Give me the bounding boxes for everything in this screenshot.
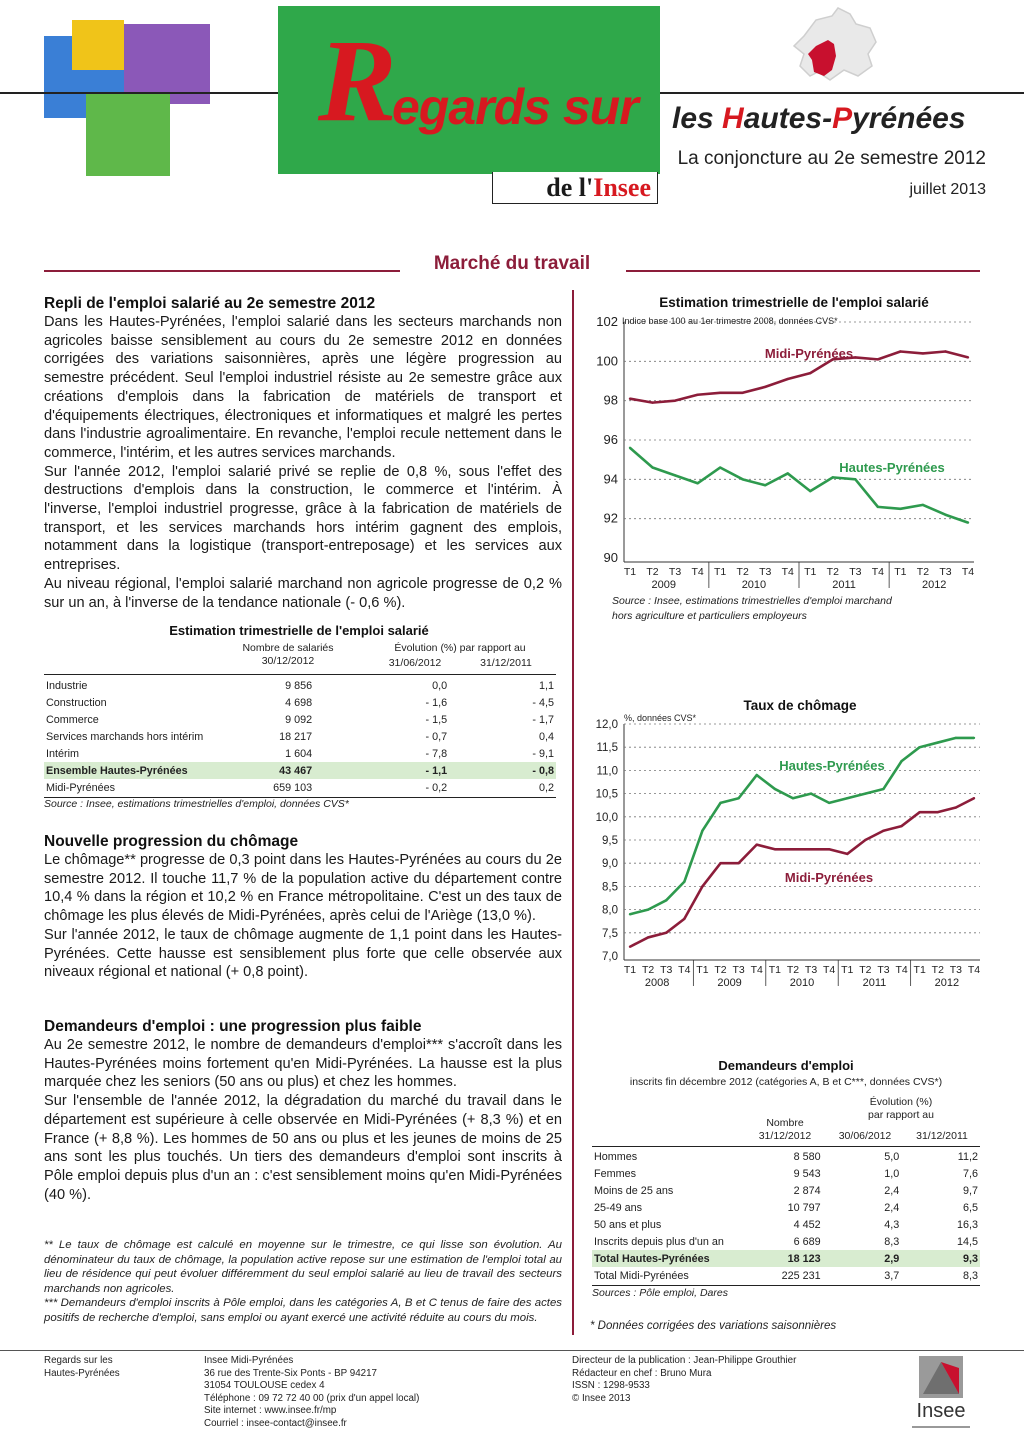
chart1-title: Estimation trimestrielle de l'emploi salarié bbox=[659, 295, 929, 310]
x-tick-label: T4 bbox=[691, 566, 704, 578]
data-point bbox=[792, 797, 794, 799]
data-point bbox=[737, 797, 739, 799]
table-row: Construction 4 698 - 1,6 - 4,5 bbox=[46, 696, 554, 709]
table-row-total: Ensemble Hautes-Pyrénées 43 467 - 1,1 - 0,8 bbox=[44, 762, 556, 779]
data-point bbox=[764, 484, 766, 486]
data-point bbox=[918, 746, 920, 748]
y-tick-label: 94 bbox=[603, 471, 618, 487]
table-demandeurs-col-evolution: Évolution (%) par rapport au bbox=[868, 1096, 934, 1121]
publication-date: juillet 2013 bbox=[909, 181, 986, 198]
data-point bbox=[864, 839, 866, 841]
data-point bbox=[877, 506, 879, 508]
x-tick-label: T2 bbox=[916, 566, 930, 578]
table-row: Moins de 25 ans 2 874 2,4 9,7 bbox=[594, 1184, 978, 1197]
x-tick-label: T2 bbox=[826, 566, 839, 578]
table-demandeurs-rule-top bbox=[592, 1146, 980, 1147]
table-row: 50 ans et plus 4 452 4,3 16,3 bbox=[594, 1218, 978, 1231]
x-year-label: 2009 bbox=[651, 579, 677, 591]
y-tick-label: 98 bbox=[603, 392, 618, 408]
x-year-label: 2008 bbox=[644, 977, 670, 989]
table-row: Industrie 9 856 0,0 1,1 bbox=[46, 679, 554, 692]
data-point bbox=[854, 356, 856, 358]
section-rule-left bbox=[44, 270, 400, 272]
table-row: 25-49 ans 10 797 2,4 6,5 bbox=[594, 1201, 978, 1214]
x-year-label: 2010 bbox=[789, 977, 815, 989]
data-point bbox=[967, 521, 969, 523]
data-point bbox=[846, 853, 848, 855]
x-tick-label: T3 bbox=[849, 566, 862, 578]
data-point bbox=[737, 862, 739, 864]
data-point bbox=[774, 788, 776, 790]
table-row: Femmes 9 543 1,0 7,6 bbox=[594, 1167, 978, 1180]
series-label: Midi-Pyrénées bbox=[784, 870, 874, 885]
data-point bbox=[719, 862, 721, 864]
brand-initial: R bbox=[318, 15, 397, 146]
data-point bbox=[719, 392, 721, 394]
table-row: Services marchands hors intérim 18 217 - 0,7 0,4 bbox=[46, 730, 554, 743]
paragraph-chomage: Le chômage** progresse de 0,3 point dans les Hautes-Pyrénées au cours du 2e semestre 2012. Il touche 11,7 % de la population active du département contre 10,4 % dans la région et 10,2 % en France métropolitaine. C'est un des taux de chômage les plus élevés de Midi-Pyrénées, après celui de l'Ariège (13,0 %). Sur l'année 2012, le taux de chômage augmente de 1,1 point dans les Hautes-Pyrénées. Cette hausse est sensiblement plus forte que celle observée aux niveaux régional et national (+ 0,8 point). bbox=[44, 852, 562, 981]
table-row: Inscrits depuis plus d'un an 6 689 8,3 14,5 bbox=[594, 1235, 978, 1248]
x-tick-label: T3 bbox=[759, 566, 772, 578]
data-point bbox=[864, 792, 866, 794]
x-tick-label: T1 bbox=[841, 964, 854, 976]
heading-emploi: Repli de l'emploi salarié au 2e semestre 2012 bbox=[44, 295, 376, 312]
x-tick-label: T1 bbox=[623, 964, 637, 976]
x-tick-label: T2 bbox=[714, 964, 727, 976]
data-point bbox=[922, 352, 924, 354]
table-emploi bbox=[44, 677, 556, 796]
x-year-label: 2011 bbox=[862, 977, 887, 989]
series-label: Hautes-Pyrénées bbox=[779, 758, 885, 773]
footer-credits: Directeur de la publication : Jean-Philippe Grouthier Rédacteur en chef : Bruno Mura ISSN : 1298-9533 © Insee 2013 bbox=[572, 1355, 797, 1404]
x-tick-label: T4 bbox=[823, 964, 836, 976]
data-point bbox=[900, 825, 902, 827]
chart-subtitle: Indice base 100 au 1er trimestre 2008, données CVS* bbox=[622, 316, 838, 326]
data-point bbox=[832, 476, 834, 478]
x-tick-label: T1 bbox=[623, 566, 637, 578]
x-tick-label: T4 bbox=[895, 964, 908, 976]
data-point bbox=[944, 514, 946, 516]
section-title: Marché du travail bbox=[433, 253, 591, 274]
data-point bbox=[937, 741, 939, 743]
y-tick-label: 9,5 bbox=[602, 835, 618, 847]
table-emploi-col-a: 31/12/2011 bbox=[480, 657, 532, 669]
x-tick-label: T3 bbox=[668, 566, 682, 578]
y-tick-label: 8,5 bbox=[602, 881, 618, 894]
data-point bbox=[810, 792, 812, 794]
x-tick-label: T3 bbox=[804, 964, 818, 976]
x-tick-label: T4 bbox=[678, 964, 691, 976]
insee-logo-bar bbox=[912, 1426, 970, 1428]
data-point bbox=[809, 490, 811, 492]
x-tick-label: T2 bbox=[786, 964, 800, 976]
x-year-label: 2012 bbox=[934, 977, 960, 989]
y-tick-label: 9,0 bbox=[602, 858, 618, 871]
data-point bbox=[792, 848, 794, 850]
data-point bbox=[900, 760, 902, 762]
table-demandeurs-title: Demandeurs d'emploi bbox=[718, 1058, 854, 1073]
table-row: Hommes 8 580 5,0 11,2 bbox=[594, 1150, 978, 1163]
table-emploi-source: Source : Insee, estimations trimestrielles d'emploi, données CVS* bbox=[44, 798, 349, 810]
y-tick-label: 11,0 bbox=[596, 765, 618, 778]
table-emploi-col-count: Nombre de salariés 30/12/2012 bbox=[242, 642, 334, 667]
data-point bbox=[719, 802, 721, 804]
table-demandeurs-subtitle: inscrits fin décembre 2012 (catégories A, B et C***, données CVS*) bbox=[629, 1076, 943, 1088]
table-row: Total Midi-Pyrénées 225 231 3,7 8,3 bbox=[594, 1269, 978, 1282]
table-emploi-title: Estimation trimestrielle de l'emploi salarié bbox=[169, 623, 429, 638]
data-point bbox=[741, 478, 743, 480]
data-point bbox=[719, 466, 721, 468]
data-point bbox=[846, 797, 848, 799]
x-tick-label: T4 bbox=[961, 566, 975, 578]
data-point bbox=[774, 848, 776, 850]
data-point bbox=[764, 386, 766, 388]
brand-title: egards sur bbox=[392, 79, 638, 135]
y-tick-label: 90 bbox=[603, 550, 618, 565]
data-point bbox=[955, 737, 957, 739]
data-point bbox=[629, 946, 631, 948]
cvs-note: * Données corrigées des variations saisonnières bbox=[590, 1320, 837, 1332]
x-tick-label: T2 bbox=[646, 566, 659, 578]
x-year-label: 2009 bbox=[717, 977, 742, 989]
table-row: Commerce 9 092 - 1,5 - 1,7 bbox=[46, 713, 554, 726]
data-point bbox=[683, 918, 685, 920]
table-demandeurs-col-s: 30/06/2012 bbox=[838, 1130, 892, 1142]
table-demandeurs-col-a: 31/12/2011 bbox=[916, 1130, 968, 1142]
heading-demandeurs: Demandeurs d'emploi : une progression plus faible bbox=[44, 1018, 422, 1035]
table-demandeurs-rule-bottom bbox=[592, 1285, 980, 1286]
data-point bbox=[967, 356, 969, 358]
data-point bbox=[756, 843, 758, 845]
series-label: Midi-Pyrénées bbox=[764, 346, 854, 361]
chart-chomage bbox=[584, 708, 984, 998]
x-tick-label: T2 bbox=[641, 964, 655, 976]
x-year-label: 2011 bbox=[832, 579, 856, 591]
data-point bbox=[674, 474, 676, 476]
insee-logo-icon bbox=[919, 1356, 963, 1398]
column-separator bbox=[572, 290, 574, 1335]
y-tick-label: 7,5 bbox=[602, 927, 618, 940]
data-point bbox=[973, 737, 975, 739]
section-rule-right bbox=[626, 270, 980, 272]
data-point bbox=[651, 466, 653, 468]
data-point bbox=[787, 378, 789, 380]
x-tick-label: T4 bbox=[781, 566, 794, 578]
y-tick-label: 11,5 bbox=[596, 742, 618, 755]
y-tick-label: 8,0 bbox=[602, 904, 618, 917]
x-tick-label: T4 bbox=[967, 964, 981, 976]
paragraph-demandeurs: Au 2e semestre 2012, le nombre de demandeurs d'emploi*** s'accroît dans les Hautes-Pyrénées moins fortement qu'en Midi-Pyrénées. La hausse est la plus marquée chez les seniors (50 ans ou plus) et chez les hommes. Sur l'ensemble de l'année 2012, la dégradation du marché du travail dans le département est supérieure à celle observée en Midi-Pyrénées (+ 8,3 %) et en France (+ 8,8 %). Les hommes de 50 ans ou plus et les jeunes de moins de 25 ans sont les plus touchés. Un tiers des demandeurs d'emploi sont inscrits à Pôle emploi depuis plus d'un an : c'est sensiblement moins qu'en Midi-Pyrénées (40 %). bbox=[44, 1037, 562, 1203]
series-label: Hautes-Pyrénées bbox=[839, 460, 945, 475]
publication-subtitle: La conjoncture au 2e semestre 2012 bbox=[677, 148, 986, 169]
data-point bbox=[696, 394, 698, 396]
x-tick-label: T3 bbox=[732, 964, 745, 976]
data-point bbox=[651, 401, 653, 403]
y-tick-label: 10,5 bbox=[595, 788, 618, 801]
logo-square-green bbox=[86, 92, 170, 176]
chart1-source: Source : Insee, estimations trimestrielles d'emploi marchand hors agriculture et particuliers employeurs bbox=[612, 595, 892, 622]
x-tick-label: T1 bbox=[913, 964, 926, 976]
x-tick-label: T1 bbox=[804, 566, 817, 578]
y-tick-label: 102 bbox=[596, 314, 618, 329]
data-point bbox=[629, 913, 631, 915]
table-row: Intérim 1 604 - 7,8 - 9,1 bbox=[46, 747, 554, 760]
x-tick-label: T4 bbox=[750, 964, 763, 976]
region-map-icon bbox=[786, 6, 882, 86]
x-tick-label: T2 bbox=[736, 566, 749, 578]
logo-square-yellow bbox=[72, 20, 124, 70]
data-point bbox=[756, 774, 758, 776]
data-point bbox=[665, 932, 667, 934]
data-point bbox=[937, 811, 939, 813]
publication-title: les Hautes-Pyrénées bbox=[672, 102, 966, 135]
x-year-label: 2012 bbox=[921, 579, 947, 591]
data-point bbox=[647, 936, 649, 938]
table-demandeurs bbox=[592, 1148, 980, 1284]
y-tick-label: 10,0 bbox=[595, 811, 618, 824]
y-tick-label: 12,0 bbox=[595, 719, 618, 731]
x-tick-label: T1 bbox=[894, 566, 907, 578]
table-demandeurs-source: Sources : Pôle emploi, Dares bbox=[592, 1287, 728, 1299]
data-point bbox=[787, 472, 789, 474]
data-point bbox=[955, 806, 957, 808]
data-point bbox=[922, 504, 924, 506]
data-point bbox=[674, 399, 676, 401]
x-tick-label: T1 bbox=[768, 964, 781, 976]
data-point bbox=[683, 881, 685, 883]
data-point bbox=[828, 802, 830, 804]
data-point bbox=[665, 899, 667, 901]
footnotes: ** Le taux de chômage est calculé en moyenne sur le trimestre, ce qui lisse son évolution. Au dénominateur du taux de chômage, la population active repose sur une estimation de l'emploi total au lieu de résidence qui peut évoluer différemment du seul emploi salarié au lieu de travail des secteurs marchands non agricoles. *** Demandeurs d'emploi inscrits à Pôle emploi, dans les catégories A, B et C tenus de faire des actes positifs de recherche d'emploi, sans emploi ou ayant exercé une activité réduite au cours du mois. bbox=[44, 1239, 562, 1324]
data-point bbox=[810, 848, 812, 850]
data-point bbox=[882, 788, 884, 790]
x-tick-label: T1 bbox=[696, 964, 709, 976]
x-tick-label: T2 bbox=[859, 964, 872, 976]
data-point bbox=[647, 908, 649, 910]
brand-insee: de l'Insee bbox=[492, 172, 658, 204]
data-point bbox=[696, 482, 698, 484]
footer-publication: Regards sur les Hautes-Pyrénées bbox=[44, 1355, 120, 1379]
paragraph-emploi: Dans les Hautes-Pyrénées, l'emploi salarié dans les secteurs marchands non agricoles baisse sensiblement au cours du 2e semestre 2012 en données corrigées des variations saisonnières, après une légère progression au semestre précédent. Seul l'emploi industriel résiste au 2e semestre grâce aux créations d'emplois dans la fabrication de matériels de transport et d'équipements électriques, électroniques et informatiques et malgré les pertes dans l'industrie agroalimentaire. En revanche, l'emploi recule nettement dans le commerce, l'intérim, et les autres services marchands. Sur l'année 2012, l'emploi salarié privé se replie de 0,8 %, sous l'effet des destructions d'emplois dans la construction, le commerce et l'intérim. À l'inverse, l'emploi industriel progresse, grâce à la fabrication de matériels de transport, et les services marchands hors intérim gagnent des emplois, notamment dans la logistique (transport-entreposage) et les services aux entreprises. Au niveau régional, l'emploi salarié marchand non agricole progresse de 0,2 % sur un an, à l'inverse de la tendance nationale (- 0,6 %). bbox=[44, 314, 562, 611]
y-tick-label: 100 bbox=[596, 353, 618, 369]
footer-address: Insee Midi-Pyrénées 36 rue des Trente-Six Ponts - BP 94217 31054 TOULOUSE cedex 4 Téléphone : 09 72 72 40 00 (prix d'un appel local) Site internet : www.insee.fr/mp Courriel : insee-contact@insee.fr bbox=[204, 1355, 420, 1429]
data-point bbox=[809, 372, 811, 374]
data-point bbox=[629, 398, 631, 400]
chart-emploi bbox=[584, 312, 984, 594]
y-tick-label: 96 bbox=[603, 432, 618, 447]
data-point bbox=[854, 478, 856, 480]
x-tick-label: T3 bbox=[939, 566, 952, 578]
data-point bbox=[973, 797, 975, 799]
x-tick-label: T3 bbox=[660, 964, 673, 976]
table-emploi-col-evolution: Évolution (%) par rapport au bbox=[394, 642, 526, 654]
y-tick-label: 7,0 bbox=[602, 951, 618, 963]
data-point bbox=[701, 885, 703, 887]
table-emploi-col-s: 31/06/2012 bbox=[388, 657, 442, 669]
data-point bbox=[899, 350, 901, 352]
x-year-label: 2010 bbox=[741, 579, 767, 591]
footer-rule bbox=[0, 1350, 1024, 1351]
data-point bbox=[629, 447, 631, 449]
y-tick-label: 92 bbox=[603, 510, 618, 526]
data-point bbox=[828, 848, 830, 850]
data-point bbox=[944, 350, 946, 352]
table-demandeurs-col-count: Nombre 31/12/2012 bbox=[758, 1117, 812, 1142]
chart-subtitle: %, données CVS* bbox=[624, 713, 697, 723]
x-tick-label: T2 bbox=[931, 964, 944, 976]
data-point bbox=[741, 392, 743, 394]
data-point bbox=[899, 508, 901, 510]
data-point bbox=[701, 830, 703, 832]
x-tick-label: T1 bbox=[714, 566, 727, 578]
x-tick-label: T4 bbox=[871, 566, 884, 578]
table-row: Midi-Pyrénées 659 103 - 0,2 0,2 bbox=[46, 781, 554, 794]
x-tick-label: T3 bbox=[877, 964, 890, 976]
data-point bbox=[882, 830, 884, 832]
x-tick-label: T3 bbox=[949, 964, 963, 976]
insee-logo bbox=[910, 1356, 972, 1442]
table-row-total: Total Hautes-Pyrénées 18 123 2,9 9,3 bbox=[592, 1250, 980, 1267]
table-emploi-rule-top bbox=[44, 674, 556, 675]
chart2-title: Taux de chômage bbox=[743, 698, 857, 713]
data-point bbox=[918, 811, 920, 813]
data-point bbox=[877, 358, 879, 360]
heading-chomage: Nouvelle progression du chômage bbox=[44, 833, 299, 850]
insee-logo-text: Insee bbox=[916, 1400, 966, 1422]
